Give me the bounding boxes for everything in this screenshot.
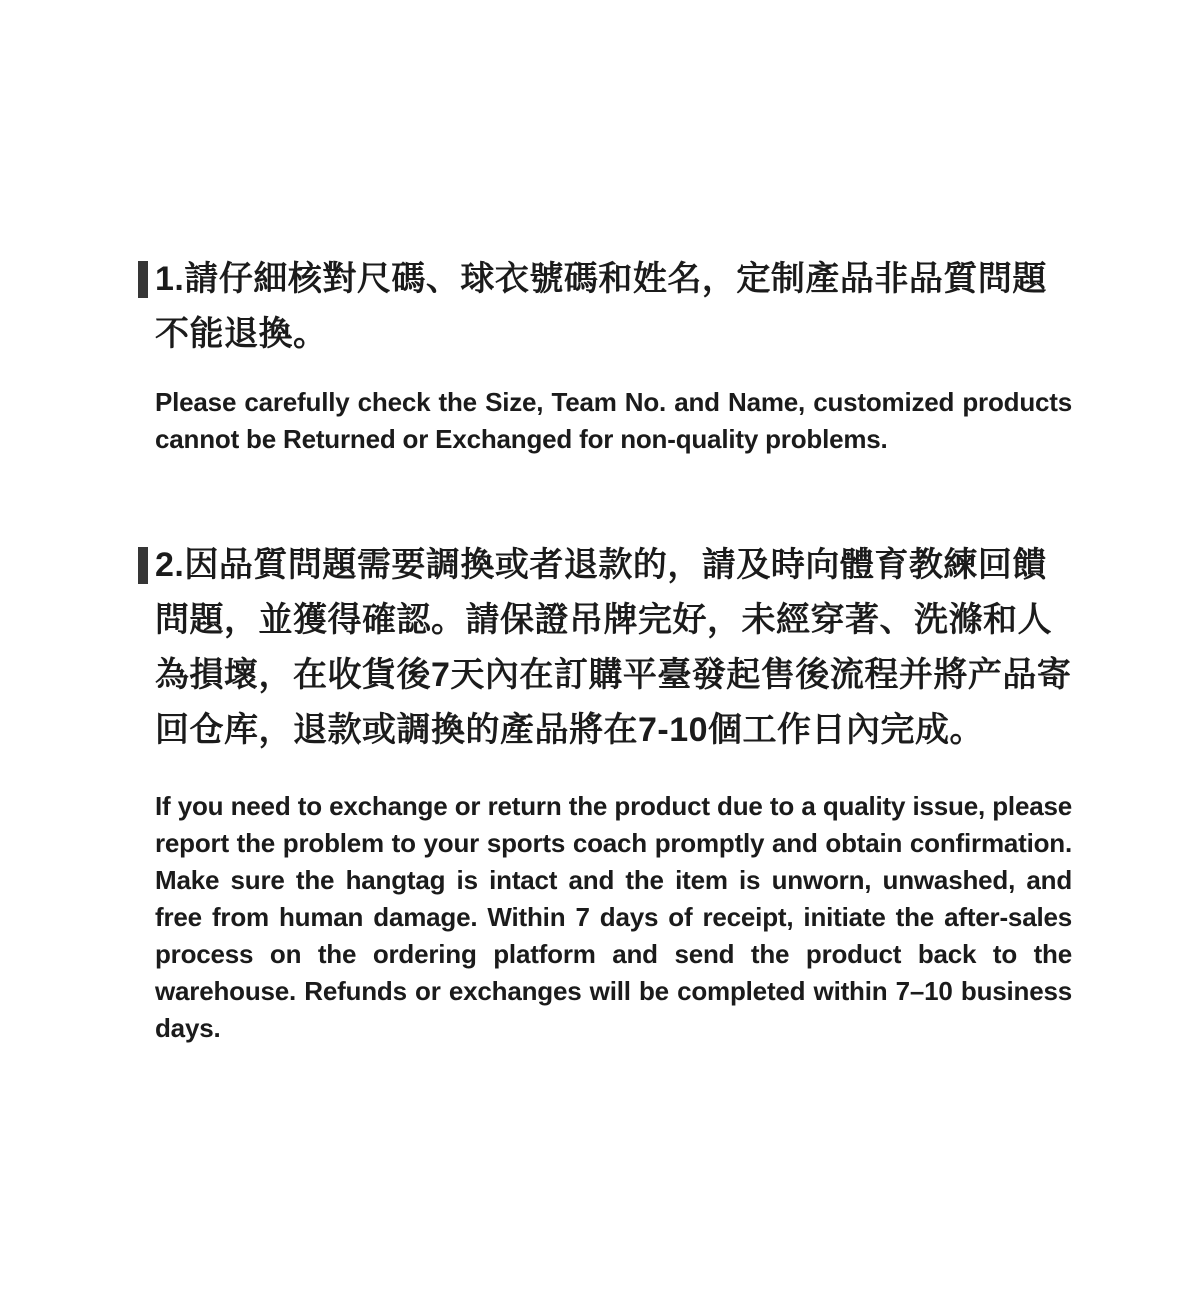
policy-1-heading-zh <box>155 252 1072 362</box>
accent-bar <box>138 261 148 298</box>
policy-section-1 <box>155 252 1072 458</box>
policy-2-heading-zh <box>155 538 1072 758</box>
policy-section-2 <box>155 538 1072 1047</box>
return-policy-notice <box>155 252 1072 1047</box>
policy-1-heading-text: 1.請仔細核對尺碼、球衣號碼和姓名，定制產品非品質問題不能退換。 <box>155 260 1047 353</box>
policy-2-heading-text: 2.因品質問題需要調換或者退款的，請及時向體育教練回饋問題，並獲得確認。請保證吊牌完好，未經穿著、洗滌和人為損壞，在收貨後7天內在訂購平臺發起售後流程并將产品寄回仓库，退款或調換的產品將在7-10個工作日內完成。 <box>155 546 1072 749</box>
policy-1-body-en: Please carefully check the Size, Team No. and Name, customized products cannot be Returned or Exchanged for non-quality problems. <box>155 387 1072 454</box>
policy-2-body-en: If you need to exchange or return the product due to a quality issue, please report the problem to your sports coach promptly and obtain confirmation. Make sure the hangtag is intact and the item is unworn, unwashed, and free from human damage. Within 7 days of receipt, initiate the after-sales process on the ordering platform and send the product back to the warehouse. Refunds or exchanges will be completed within 7–10 business days. <box>155 791 1072 1043</box>
accent-bar <box>138 547 148 584</box>
